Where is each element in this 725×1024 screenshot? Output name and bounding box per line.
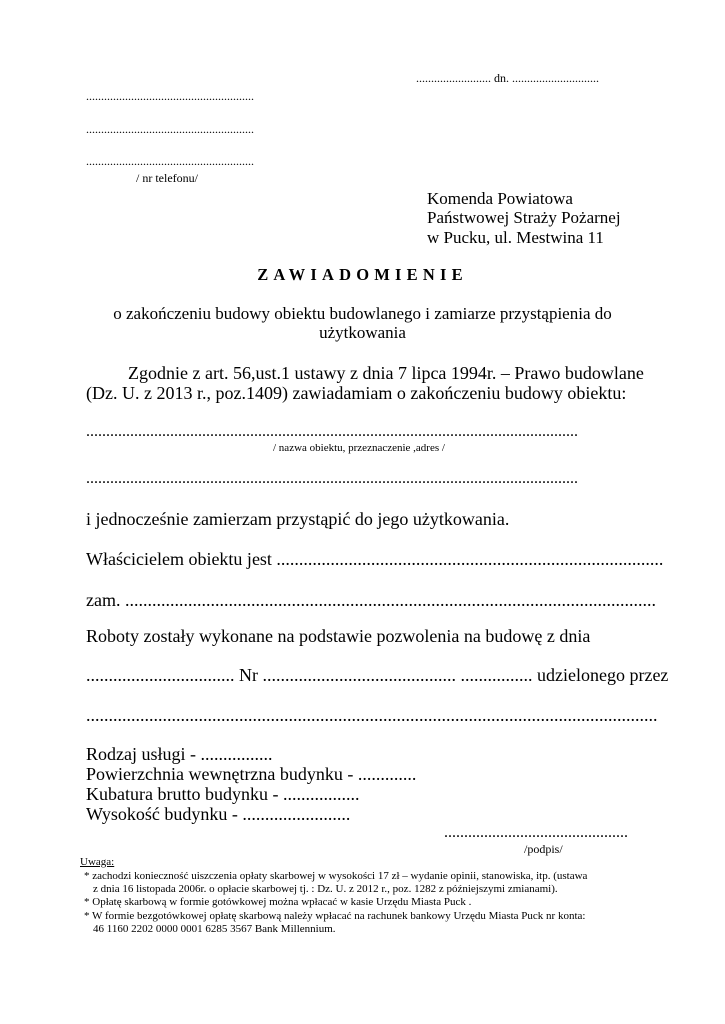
building-height-field: Wysokość budynku - ........................ [86,804,351,824]
subtitle-line-2: użytkowania [319,323,406,342]
addressee-line-1: Komenda Powiatowa [427,189,573,208]
phone-label: / nr telefonu/ [136,171,198,185]
intro-line-2: (Dz. U. z 2013 r., poz.1409) zawiadamiam o zakończeniu budowy obiektu: [86,383,627,403]
sender-line-1: ........................................................ [86,89,254,103]
permit-statement: Roboty zostały wykonane na podstawie pozwolenia na budowę z dnia [86,626,591,646]
sender-line-2: ........................................................ [86,122,254,136]
residence-field: zam. ...................................................................................................................... [86,590,656,610]
object-name-field: ........................................................................................................................... [86,423,578,440]
service-type-field: Rodzaj usługi - ................ [86,744,273,764]
notes-heading: Uwaga: [80,856,115,868]
object-name-hint: / nazwa obiektu, przeznaczenie ,adres / [273,442,445,454]
signature-line: .............................................. [444,824,628,841]
interior-area-field: Powierzchnia wewnętrzna budynku - ............. [86,764,417,784]
note-3-line-2: 46 1160 2202 0000 0001 6285 3567 Bank Millennium. [93,923,336,935]
date-line: ......................... dn. ............................. [416,71,599,85]
permit-number-field: ................................. Nr ........................................... ................ udzielonego przez [86,665,669,685]
note-1-line-1: * zachodzi konieczność uiszczenia opłaty skarbowej w wysokości 17 zł – wydanie opinii, stanowiska, itp. (ustawa [84,870,588,882]
note-1-line-2: z dnia 16 listopada 2006r. o opłacie skarbowej tj. : Dz. U. z 2012 r., poz. 1282 z późniejszymi zmianami). [93,883,558,895]
signature-label: /podpis/ [524,842,563,856]
addressee-line-2: Państwowej Straży Pożarnej [427,208,621,227]
owner-field: Właścicielem obiektu jest ...................................................................................... [86,549,664,569]
issuer-field: ............................................................................................................................... [86,705,658,725]
intro-line-1: Zgodnie z art. 56,ust.1 ustawy z dnia 7 lipca 1994r. – Prawo budowlane [128,363,644,383]
gross-cubature-field: Kubatura brutto budynku - ................. [86,784,360,804]
note-2: * Opłatę skarbową w formie gotówkowej można wpłacać w kasie Urzędu Miasta Puck . [84,896,472,908]
intent-statement: i jednocześnie zamierzam przystąpić do jego użytkowania. [86,509,510,529]
subtitle-line-1: o zakończeniu budowy obiektu budowlanego i zamiarze przystąpienia do [113,304,612,323]
object-name-field-2: ........................................................................................................................... [86,470,578,487]
addressee-line-3: w Pucku, ul. Mestwina 11 [427,228,604,247]
document-title: ZAWIADOMIENIE [257,265,468,284]
note-3-line-1: * W formie bezgotówkowej opłatę skarbową należy wpłacać na rachunek bankowy Urzędu Miasta Puck nr konta: [84,910,586,922]
sender-line-3: ........................................................ [86,154,254,168]
